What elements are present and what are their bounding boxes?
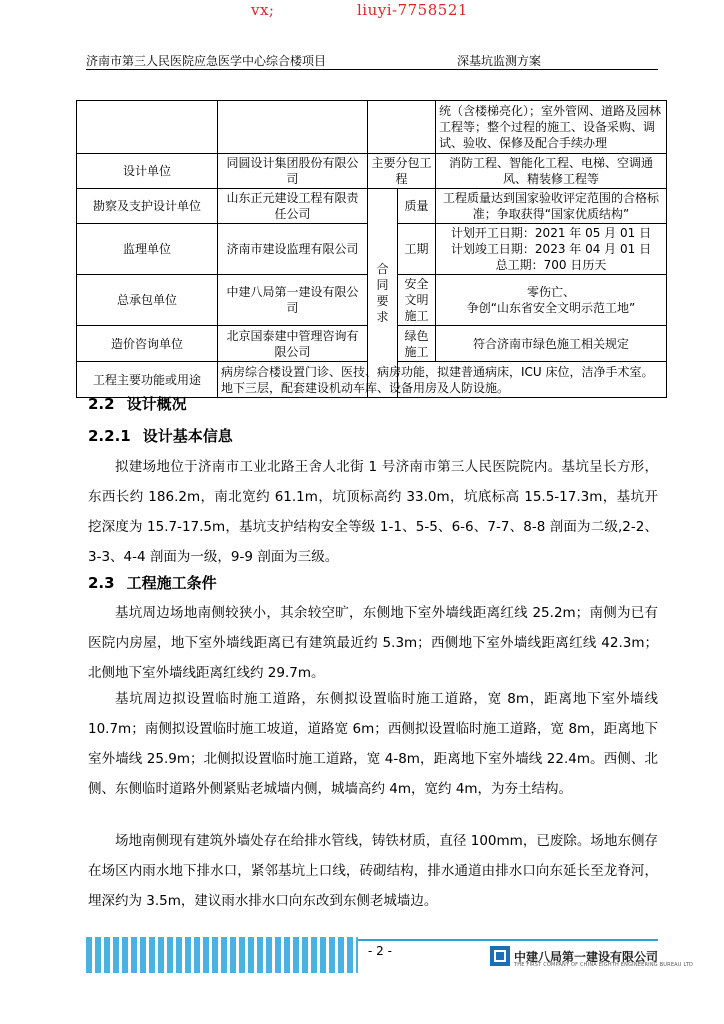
company-name: 中建八局第一建设有限公司 [514,949,659,964]
company-logo [490,941,694,971]
design-unit-value: 同圆设计集团股份有限公司 [218,154,368,189]
main-subcontract-label: 主要分包工程 [368,154,436,189]
table-cell-empty [218,101,368,154]
section-heading-2-2 [88,393,187,414]
quality-value: 工程质量达到国家验收评定范围的合格标准；争取获得“国家优质结构” [436,189,667,224]
function-value: 病房综合楼设置门诊、医技、病房功能，拟建普通病床，ICU 床位，洁净手术室。地下三层，配套建设机动车库、设备用房及人防设施。 [218,362,667,398]
schedule-value [436,224,667,275]
quality-label: 质量 [398,189,436,224]
footer-decorative-bar [86,937,358,973]
safety-value [436,275,667,326]
section-number: 2.3 [88,574,115,592]
watermark-left: vx; [251,1,275,19]
header-doc-title: 深基坑监测方案 [457,54,542,68]
header-rule [86,69,658,70]
cost-consultant-value: 北京国泰建中管理咨询有限公司 [218,326,368,362]
green-construction-value: 符合济南市绿色施工相关规定 [436,326,667,362]
page-number: - 2 - [368,944,392,958]
paragraph-pipelines: 场地南侧现有建筑外墙处存在给排水管线，铸铁材质，直径 100mm，已废除。场地东侧存在场区内雨水地下排水口，紧邻基坑上口线，砖砌结构，排水通道由排水口向东延长至龙脊河，埋深约为 3.5m，建议雨水排水口向东改到东侧老城墙边。 [88,833,658,909]
section-heading-2-3 [88,572,217,593]
paragraph-temporary-roads: 基坑周边拟设置临时施工道路，东侧拟设置临时施工道路，宽 8m，距离地下室外墙线 10.7m；南侧拟设置临时施工坡道，道路宽 6m；西侧拟设置临时施工道路，宽 8m，距离地下室外墙线 25.9m；北侧拟设置临时施工道路，宽 4-8m，距离地下室外墙线 22.4m。西侧、北侧、东侧临时道路外侧紧贴老城墙内侧，城墙高约 4m，宽约 4m，为夯土结构。 [88,691,658,797]
supervision-unit-value: 济南市建设监理有限公司 [218,224,368,275]
schedule-start: 计划开工日期：2021 年 05 月 01 日 [450,226,652,240]
section-number: 2.2.1 [88,427,131,445]
project-info-table [76,100,667,398]
safety-label: 安全文明施工 [398,275,436,326]
schedule-end: 计划竣工日期：2023 年 04 月 01 日 [450,242,652,256]
green-construction-label: 绿色施工 [398,326,436,362]
section-title: 工程施工条件 [126,574,217,592]
section-title: 设计基本信息 [142,427,233,445]
table-cell-empty [77,101,218,154]
header-project: 济南市第三人民医院应急医学中心综合楼项目 [86,54,327,68]
watermark [0,0,724,24]
table-row [77,101,667,154]
table-row [77,189,667,224]
function-label: 工程主要功能或用途 [77,362,218,398]
main-subcontract-value: 消防工程、智能化工程、电梯、空调通风、精装修工程等 [436,154,667,189]
paragraph-surroundings: 基坑周边场地南侧较狭小，其余较空旷，东侧地下室外墙线距离红线 25.2m；南侧为已有医院内房屋，地下室外墙线距离已有建筑最近约 5.3m；西侧地下室外墙线距离红线 42.3m；北侧地下室外墙线距离红线约 29.7m。 [88,605,658,681]
design-unit-label: 设计单位 [77,154,218,189]
watermark-right: liuyi-7758521 [357,1,468,19]
safety-line-1: 零伤亡、 [526,285,575,299]
scope-continued-cell: 统（含楼梯亮化）；室外管网、道路及园林工程等；整个过程的施工、设备采购、调试、验收、保修及配合手续办理 [436,101,667,154]
section-title: 设计概况 [126,395,187,413]
contractor-label: 总承包单位 [77,275,218,326]
schedule-label: 工期 [398,224,436,275]
contract-requirement-label: 合同要求 [368,189,398,398]
section-number: 2.2 [88,395,115,413]
company-name-english: THE FIRST COMPANY OF CHINA EIGHTH ENGINEERING BUREAU LTD [514,962,694,968]
table-cell-empty [368,101,436,154]
supervision-unit-label: 监理单位 [77,224,218,275]
table-row [77,154,667,189]
company-logo-icon [490,946,510,966]
cost-consultant-label: 造价咨询单位 [77,326,218,362]
paragraph-site-info: 拟建场地位于济南市工业北路王舍人北街 1 号济南市第三人民医院院内。基坑呈长方形，东西长约 186.2m，南北宽约 61.1m，坑顶标高约 33.0m，坑底标高 15.5-17.3m，基坑开挖深度为 15.7-17.5m，基坑支护结构安全等级 1-1、5-5、6-6、7-7、8-8 剖面为二级,2-2、3-3、4-4 剖面为一级，9-9 剖面为三级。 [88,459,658,565]
survey-unit-value: 山东正元建设工程有限责任公司 [218,189,368,224]
section-heading-2-2-1 [88,425,233,446]
safety-line-2: 争创“山东省安全文明示范工地” [466,301,636,315]
contractor-value: 中建八局第一建设有限公司 [218,275,368,326]
page-header [86,51,658,69]
survey-unit-label: 勘察及支护设计单位 [77,189,218,224]
schedule-total: 总工期：700 日历天 [495,258,607,272]
